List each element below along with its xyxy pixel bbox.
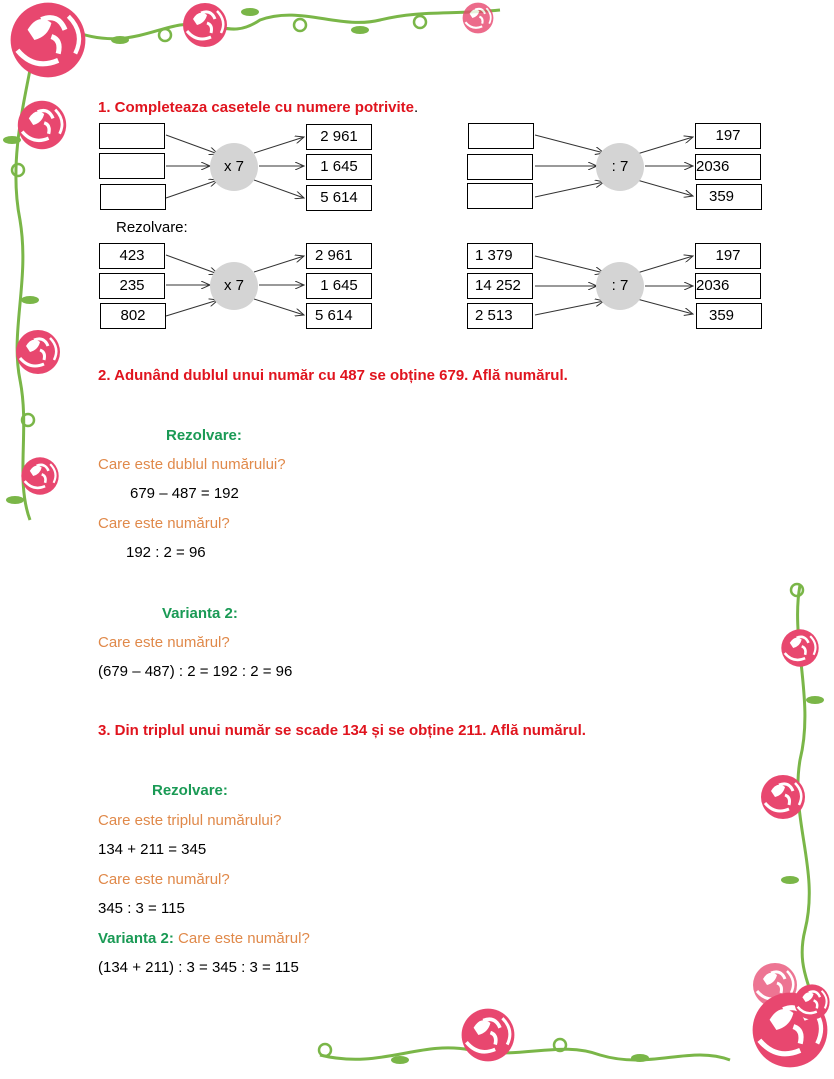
exercise-3-title: 3. Din triplul unui număr se scade 134 și se obține 211. Află numărul. — [98, 722, 586, 739]
exercise-2-question-1: Care este dublul numărului? — [98, 456, 286, 473]
mult-output-box-2: 1 645 — [306, 154, 372, 180]
exercise-2-varianta: Varianta 2: — [162, 605, 238, 622]
mult-solved-input-2: 235 — [99, 273, 165, 299]
div-operator-circle: : 7 — [596, 143, 644, 191]
mult-solved-output-3 — [306, 303, 372, 329]
mult-operator-circle: x 7 — [210, 143, 258, 191]
div-output-box-1: 197 — [695, 123, 761, 149]
div-solved-input-2 — [467, 273, 533, 299]
mult-solved-output-2: 1 645 — [306, 273, 372, 299]
mult-solved-output-1-text: 2 961 — [315, 247, 353, 264]
div-input-box-2[interactable] — [467, 154, 533, 180]
exercise-3-question-2: Care este numărul? — [98, 871, 230, 888]
exercise-3-question-3: Care este numărul? — [178, 930, 310, 947]
div-output-box-2: 2036 — [695, 154, 761, 180]
exercise-2-answer-2: 192 : 2 = 96 — [126, 544, 206, 561]
mult-solved-input-1: 423 — [99, 243, 165, 269]
div-solved-input-1-text: 1 379 — [475, 247, 513, 264]
div-solved-input-3-text: 2 513 — [475, 307, 513, 324]
mult-input-box-1[interactable] — [99, 123, 165, 149]
mult-output-box-3: 5 614 — [306, 185, 372, 211]
div-solved-output-2: 2036 — [695, 273, 761, 299]
exercise-1-title-text: 1. Completeaza casetele cu numere potrivite — [98, 99, 414, 116]
div-output-box-3 — [696, 184, 762, 210]
exercise-3-answer-2: 345 : 3 = 115 — [98, 900, 185, 917]
div-solved-input-1 — [467, 243, 533, 269]
mult-output-box-1: 2 961 — [306, 124, 372, 150]
div-input-box-3[interactable] — [467, 183, 533, 209]
mult-input-box-3[interactable] — [100, 184, 166, 210]
mult-solved-output-3-text: 5 614 — [315, 307, 353, 324]
exercise-3-rezolvare: Rezolvare: — [152, 782, 228, 799]
mult-solved-output-1 — [306, 243, 372, 269]
exercise-3-answer-1: 134 + 211 = 345 — [98, 841, 207, 858]
exercise-2-question-2: Care este numărul? — [98, 515, 230, 532]
div-input-box-1[interactable] — [468, 123, 534, 149]
exercise-2-answer-1: 679 – 487 = 192 — [130, 485, 239, 502]
rezolvare-label: Rezolvare: — [116, 219, 188, 236]
exercise-2-question-3: Care este numărul? — [98, 634, 230, 651]
mult-solved-operator-circle: x 7 — [210, 262, 258, 310]
div-solved-output-3-text: 359 — [709, 307, 735, 324]
exercise-3-varianta: Varianta 2: — [98, 930, 174, 947]
mult-solved-input-3: 802 — [100, 303, 166, 329]
exercise-2-rezolvare: Rezolvare: — [166, 427, 242, 444]
div-solved-input-2-text: 14 252 — [475, 277, 521, 294]
exercise-3-question-1: Care este triplul numărului? — [98, 812, 282, 829]
exercise-2-title: 2. Adunând dublul unui număr cu 487 se obține 679. Află numărul. — [98, 367, 568, 384]
mult-input-box-2[interactable] — [99, 153, 165, 179]
exercise-1-title — [98, 99, 418, 117]
div-solved-input-3 — [467, 303, 533, 329]
exercise-1-title-dot: . — [413, 99, 419, 116]
exercise-3-varianta-line — [98, 930, 310, 948]
div-solved-output-1: 197 — [695, 243, 761, 269]
exercise-3-answer-3: (134 + 211) : 3 = 345 : 3 = 115 — [98, 959, 299, 976]
exercise-2-answer-3: (679 – 487) : 2 = 192 : 2 = 96 — [98, 663, 293, 680]
div-output-box-3-text: 359 — [709, 188, 735, 205]
div-solved-operator-circle: : 7 — [596, 262, 644, 310]
div-solved-output-3 — [696, 303, 762, 329]
